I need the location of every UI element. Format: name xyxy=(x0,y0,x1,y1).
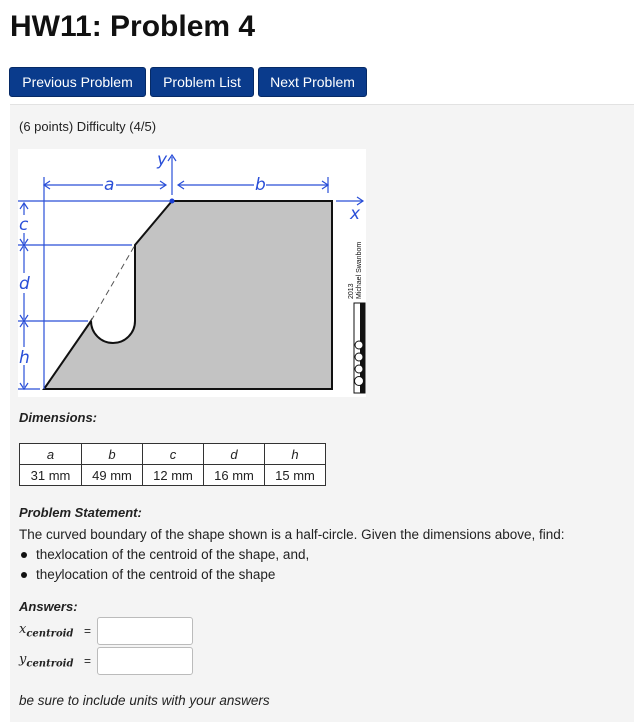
x-centroid-input[interactable] xyxy=(97,617,193,645)
previous-problem-button[interactable]: Previous Problem xyxy=(9,67,146,97)
cc-license-icon xyxy=(354,303,365,393)
dim-value-d: 16 mm xyxy=(204,465,265,486)
bullet-dot-icon xyxy=(21,552,27,558)
dimensions-label: Dimensions: xyxy=(19,410,98,425)
problem-list-button[interactable]: Problem List xyxy=(150,67,254,97)
y-centroid-input[interactable] xyxy=(97,647,193,675)
dim-header-a: a xyxy=(20,444,82,465)
dim-value-c: 12 mm xyxy=(143,465,204,486)
dim-header-b: b xyxy=(82,444,143,465)
label-y: y xyxy=(157,150,168,170)
label-x: x xyxy=(350,204,361,224)
units-note: be sure to include units with your answers xyxy=(19,693,270,708)
shape-diagram xyxy=(18,149,366,397)
bullet-y-centroid: the y location of the centroid of the shape xyxy=(19,565,619,585)
origin-point xyxy=(170,199,175,204)
bullet-x-centroid: the x location of the centroid of the shape, and, xyxy=(19,545,619,565)
problem-panel xyxy=(10,104,634,722)
dimensions-value-row xyxy=(20,465,326,486)
answers-label: Answers: xyxy=(19,599,78,614)
dim-header-c: c xyxy=(143,444,204,465)
dimensions-table xyxy=(19,443,326,486)
statement-text: The curved boundary of the shape shown is a half-circle. Given the dimensions above, find: xyxy=(19,527,565,542)
problem-statement xyxy=(19,525,619,585)
dimensions-header-row xyxy=(20,444,326,465)
label-b: b xyxy=(255,175,266,195)
bullet-dot-icon xyxy=(21,572,27,578)
problem-figure xyxy=(18,149,366,397)
label-c: c xyxy=(19,215,29,235)
x-centroid-label: $x_{centroid}$ xyxy=(19,622,74,640)
answer-row-x: $x_{centroid}$ = xyxy=(19,616,193,646)
y-centroid-label: $y_{centroid}$ xyxy=(19,652,74,670)
label-d: d xyxy=(19,274,30,294)
dim-header-h: h xyxy=(265,444,326,465)
dim-header-d: d xyxy=(204,444,265,465)
answer-row-y: $y_{centroid}$ = xyxy=(19,646,193,676)
credit-name: Michael Swanbom xyxy=(356,241,363,299)
credit-year: 2013 xyxy=(348,283,355,299)
statement-label: Problem Statement: xyxy=(19,505,142,520)
next-problem-button[interactable]: Next Problem xyxy=(258,67,367,97)
label-a: a xyxy=(104,175,115,195)
dim-value-b: 49 mm xyxy=(82,465,143,486)
label-h: h xyxy=(19,348,30,368)
points-difficulty: (6 points) Difficulty (4/5) xyxy=(19,119,157,134)
page-title: HW11: Problem 4 xyxy=(10,10,256,43)
dim-value-a: 31 mm xyxy=(20,465,82,486)
dim-value-h: 15 mm xyxy=(265,465,326,486)
